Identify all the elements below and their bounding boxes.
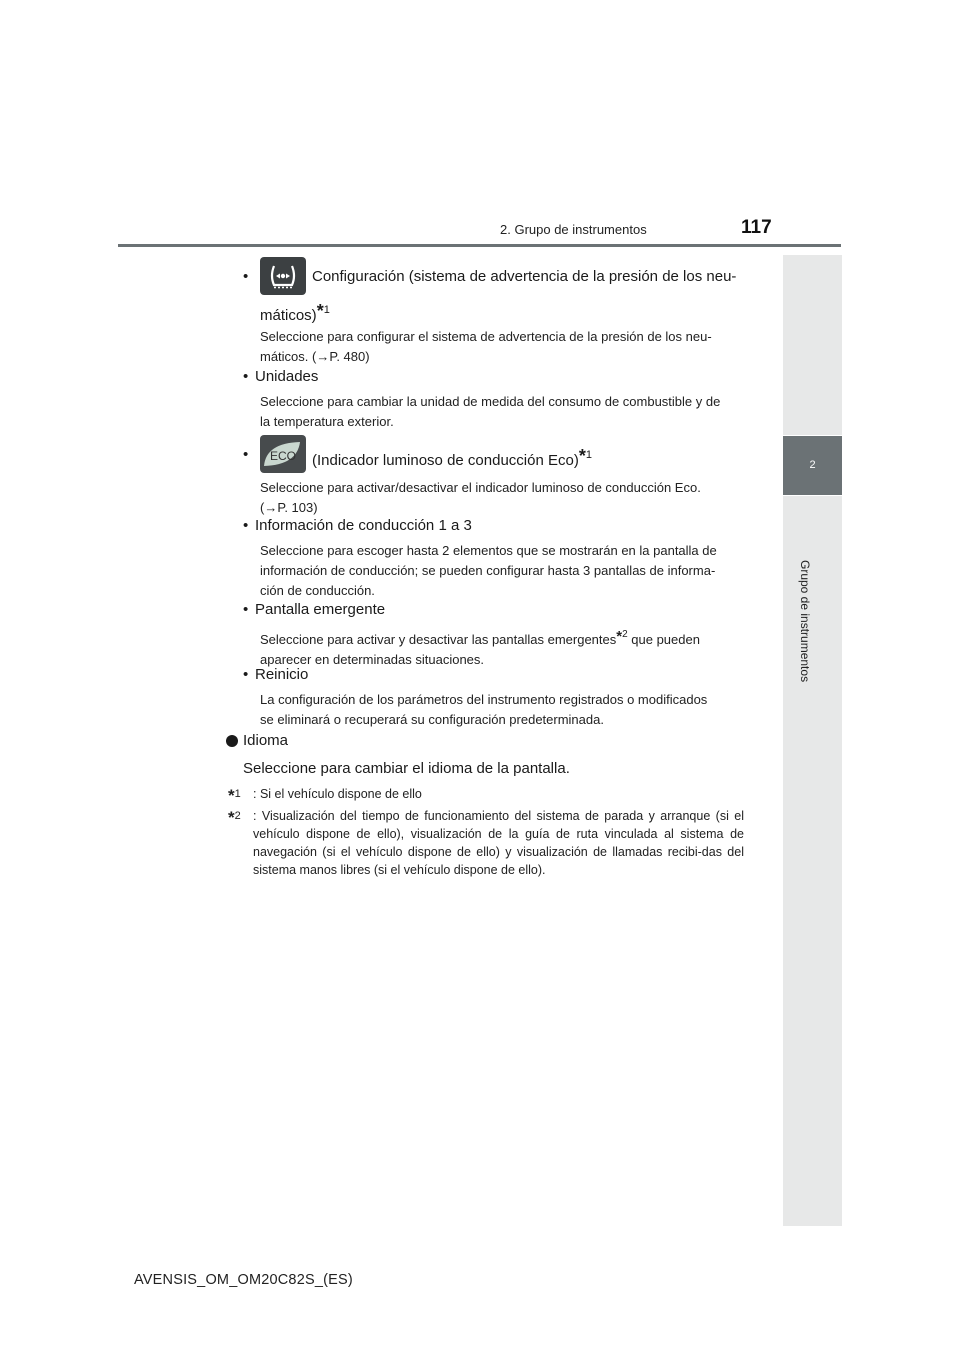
language-description: Seleccione para cambiar el idioma de la pantalla.	[243, 760, 570, 777]
bullet-dot: •	[243, 446, 249, 463]
item-title: Información de conducción 1 a 3	[255, 517, 472, 534]
desc-line: Seleccione para activar/desactivar el indicador luminoso de conducción Eco.	[260, 480, 701, 495]
footnote-mark: *2	[228, 808, 241, 827]
eco-icon-label: ECO	[269, 449, 297, 463]
footnote	[228, 785, 744, 803]
page-number: 117	[741, 217, 772, 238]
item-description	[260, 541, 744, 601]
bullet-item-units	[243, 367, 318, 387]
item-description	[260, 327, 744, 367]
desc-text: Seleccione para activar y desactivar las pantallas emergentes	[260, 632, 617, 647]
desc-line: máticos. (→P. 480)	[260, 349, 370, 364]
bullet-item-reset	[243, 665, 308, 685]
desc-line: (→P. 103)	[260, 500, 318, 515]
chapter-label: Grupo de instrumentos	[798, 560, 812, 683]
footnote-text: : Visualización del tiempo de funcionamiento del sistema de parada y arranque (si el vehículo dispone de ello), visualización de la guía de ruta vinculada al sistema de navegación (si el vehículo dispone de ello) y visualización de llamadas recibi-das del sistema manos libres (si el vehículo dispone de ello).	[253, 809, 744, 877]
item-description	[260, 392, 744, 432]
desc-line: la temperatura exterior.	[260, 414, 394, 429]
desc-line: información de conducción; se pueden configurar hasta 3 pantallas de informa-	[260, 563, 716, 578]
bullet-item-eco	[243, 445, 255, 465]
side-tab-background-bottom	[783, 496, 842, 1226]
bullet-dot: •	[243, 666, 249, 683]
item-title: (Indicador luminoso de conducción Eco)	[312, 452, 579, 469]
footnote-asterisk: *	[316, 301, 324, 321]
footnote-mark: *1	[228, 786, 241, 805]
desc-line: Seleccione para cambiar la unidad de medida del consumo de combustible y de	[260, 394, 721, 409]
item-title: Pantalla emergente	[255, 601, 386, 618]
section-title: 2. Grupo de instrumentos	[500, 222, 647, 237]
item-description	[260, 690, 744, 730]
item-title-text: máticos)	[260, 307, 317, 324]
footnote-asterisk: *	[578, 446, 586, 466]
desc-line	[260, 625, 744, 650]
bullet-dot: •	[243, 268, 249, 285]
item-title: Unidades	[255, 368, 319, 385]
desc-line: ción de conducción.	[260, 583, 375, 598]
footnote-text: : Si el vehículo dispone de ello	[253, 787, 422, 801]
desc-text: que pueden	[627, 632, 700, 647]
bullet-dot: •	[243, 517, 249, 534]
language-title: Idioma	[243, 732, 289, 749]
item-title-line1: Configuración (sistema de advertencia de la presión de los neu-	[312, 268, 737, 285]
bullet-item-driving-info	[243, 516, 472, 536]
footnote-ref: 2	[622, 629, 628, 640]
desc-line: La configuración de los parámetros del instrumento registrados o modificados	[260, 692, 708, 707]
footnote	[228, 807, 744, 879]
side-tab-background-top	[783, 255, 842, 435]
desc-line: aparecer en determinadas situaciones.	[260, 652, 485, 667]
chapter-tab: 2	[783, 436, 842, 495]
filled-circle-bullet	[226, 735, 238, 747]
header-divider	[118, 244, 841, 247]
item-description	[260, 625, 744, 670]
eco-indicator-icon	[260, 435, 306, 473]
bullet-item-popup	[243, 600, 385, 620]
tire-pressure-warning-icon	[260, 257, 306, 295]
item-title-line2	[260, 300, 330, 326]
bullet-dot: •	[243, 601, 249, 618]
bullet-dot: •	[243, 368, 249, 385]
desc-line: se eliminará o recuperará su configuración predeterminada.	[260, 712, 604, 727]
desc-line: Seleccione para configurar el sistema de advertencia de la presión de los neu-	[260, 329, 712, 344]
footnote-ref: 1	[323, 304, 330, 316]
item-title-eco	[312, 445, 592, 471]
desc-line: Seleccione para escoger hasta 2 elementos que se mostrarán en la pantalla de	[260, 543, 717, 558]
footnote-ref: 1	[585, 449, 592, 461]
footnote-asterisk: *	[616, 628, 623, 645]
bullet-item-tire-pressure	[243, 267, 255, 287]
item-description	[260, 478, 744, 518]
item-title: Reinicio	[255, 666, 309, 683]
document-id: AVENSIS_OM_OM20C82S_(ES)	[134, 1272, 353, 1288]
